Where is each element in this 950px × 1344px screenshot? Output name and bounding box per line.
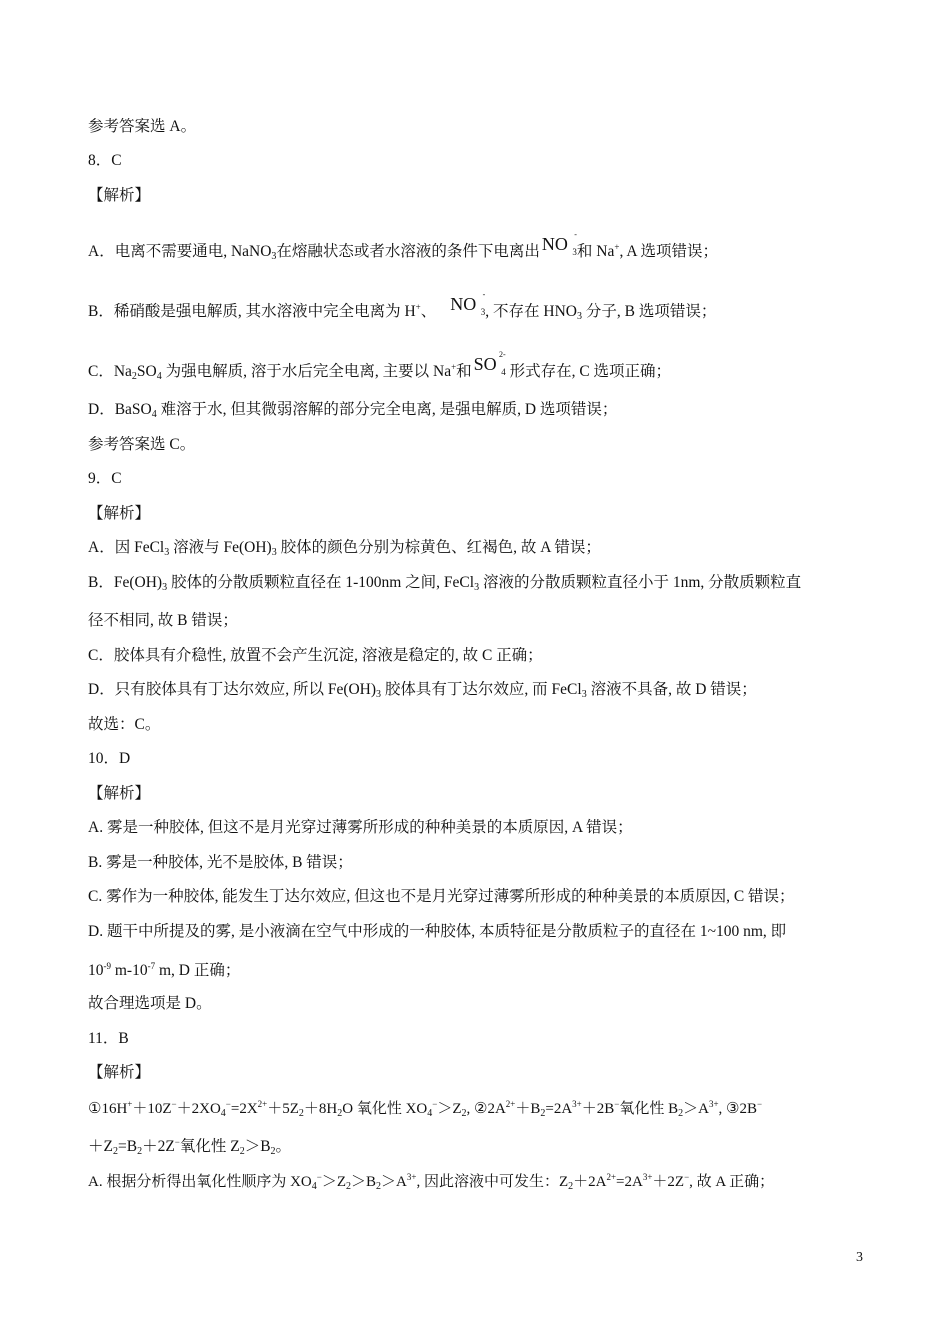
line-text: 故选：C。 (88, 716, 161, 733)
text-run: 。 (275, 1138, 292, 1155)
text-run: , 因此溶液中可发生：Z (416, 1174, 569, 1190)
text-run: B．Fe(OH) (88, 574, 163, 591)
text-line (88, 855, 353, 871)
text-run: ＞A (381, 1174, 407, 1190)
text-run: ＋2B (581, 1101, 615, 1117)
question-number (88, 471, 122, 487)
line-text: B. 雾是一种胶体, 光不是胶体, B 错误； (88, 854, 353, 871)
subscript: 2 (540, 1108, 546, 1119)
text-line (88, 613, 238, 629)
text-run: =B (117, 1138, 138, 1155)
line-text: 故合理选项是 D。 (88, 995, 212, 1012)
superscript: + (415, 302, 421, 312)
ion-charge: 2- (499, 350, 506, 359)
analysis-heading: 【解析】 (88, 505, 151, 522)
superscript: − (432, 1099, 438, 1109)
line-text: 参考答案选 A。 (88, 118, 197, 135)
superscript: 3+ (406, 1172, 417, 1182)
text-run: m-10 (111, 962, 148, 979)
text-run: ＞A (683, 1101, 709, 1117)
text-run: ＞Z (321, 1174, 346, 1190)
text-line (88, 962, 240, 979)
text-run: C．Na (88, 363, 132, 380)
line-text: 径不相同, 故 B 错误； (88, 612, 238, 629)
text-line (88, 540, 601, 558)
text-run: 氧化性 Z (179, 1138, 240, 1155)
text-run: ＞Z (437, 1101, 462, 1117)
section-heading (88, 506, 150, 522)
subscript: 4 (156, 371, 162, 382)
text-run: D．BaSO (88, 401, 152, 418)
text-run: ＋2Z (142, 1138, 175, 1155)
text-run: 10 (88, 962, 104, 979)
text-run: 和 (456, 363, 472, 380)
subscript: 4 (427, 1108, 433, 1119)
ion-formula (473, 350, 506, 377)
subscript: 2 (678, 1108, 684, 1119)
ion-subscript: 4 (501, 367, 506, 377)
text-line (88, 350, 672, 382)
reaction-equations-line (88, 1100, 762, 1119)
text-line (88, 996, 212, 1012)
text-line (88, 437, 195, 453)
subscript: 2 (137, 1146, 143, 1157)
text-run: 分子, B 选项错误； (581, 303, 717, 320)
text-line (88, 682, 757, 700)
superscript: − (171, 1099, 177, 1109)
text-run: 氧化性 B (619, 1101, 679, 1117)
text-run: 和 Na (576, 243, 615, 260)
superscript: − (684, 1172, 690, 1182)
text-run: ＋2XO (176, 1101, 221, 1117)
answer-label: 11．B (88, 1030, 129, 1047)
text-line (88, 889, 795, 905)
superscript: − (316, 1172, 322, 1182)
text-run: SO (136, 363, 157, 380)
text-run: =2A (545, 1101, 573, 1117)
subscript: 2 (239, 1146, 245, 1157)
superscript: 3+ (642, 1172, 653, 1182)
ion-formula (450, 290, 486, 317)
text-run: , ③2B (718, 1101, 757, 1117)
text-line (88, 648, 543, 664)
text-run: ＋8H (303, 1101, 338, 1117)
superscript: -9 (103, 961, 111, 971)
text-line (88, 820, 633, 836)
superscript: + (127, 1099, 133, 1109)
text-line (88, 402, 617, 420)
text-run: , 故 A 正确； (689, 1174, 775, 1190)
subscript: 2 (131, 371, 137, 382)
text-run: ＋B (515, 1101, 541, 1117)
text-line (88, 119, 196, 135)
line-text: A. 雾是一种胶体, 但这不是月光穿过薄雾所形成的种种美景的本质原因, A 错误； (88, 819, 633, 836)
superscript: 3+ (708, 1099, 719, 1109)
ion-charge: - (574, 230, 577, 239)
text-run: ＞B (351, 1174, 377, 1190)
text-run: 胶体具有丁达尔效应, 而 FeCl (381, 681, 582, 698)
text-run: O 氧化性 XO (342, 1101, 428, 1117)
superscript: − (225, 1099, 231, 1109)
ion-base: NO (541, 234, 568, 254)
subscript: 2 (270, 1146, 276, 1157)
text-run: 形式存在, C 选项正确； (505, 363, 672, 380)
ion-subscript: 3 (480, 307, 486, 317)
section-heading (88, 188, 150, 204)
ion-base: SO (473, 354, 497, 374)
subscript: 3 (164, 547, 170, 558)
text-run: 难溶于水, 但其微弱溶解的部分完全电离, 是强电解质, D 选项错误； (156, 401, 618, 418)
subscript: 4 (220, 1108, 226, 1119)
text-line (88, 575, 801, 593)
text-run: 胶体的颜色分别为棕黄色、红褐色, 故 A 错误； (276, 539, 601, 556)
text-run: A. 根据分析得出氧化性顺序为 XO (88, 1174, 312, 1190)
section-heading (88, 786, 150, 802)
subscript: 3 (474, 582, 480, 593)
subscript: 3 (271, 251, 277, 262)
subscript: 3 (581, 689, 587, 700)
subscript: 2 (376, 1181, 382, 1192)
text-run: A．因 FeCl (88, 539, 165, 556)
text-run: A．电离不需要通电, NaNO (88, 243, 272, 260)
ion-subscript: 3 (572, 247, 577, 257)
superscript: 2+ (505, 1099, 516, 1109)
text-run: ＋10Z (132, 1101, 172, 1117)
text-run: 溶液与 Fe(OH) (169, 539, 272, 556)
analysis-heading: 【解析】 (88, 1064, 151, 1081)
question-number (88, 153, 122, 169)
text-run: =2A (616, 1174, 643, 1190)
subscript: 2 (346, 1181, 351, 1192)
text-run: 胶体的分散质颗粒直径在 1-100nm 之间, FeCl (167, 574, 475, 591)
answer-label: 9．C (88, 470, 122, 487)
text-line (88, 717, 160, 733)
text-run: 溶液不具备, 故 D 错误； (586, 681, 757, 698)
subscript: 4 (311, 1181, 317, 1192)
line-text: 参考答案选 C。 (88, 436, 196, 453)
text-run: 为强电解质, 溶于水后完全电离, 主要以 Na (161, 363, 452, 380)
reaction-equations-line (88, 1138, 291, 1157)
text-run: 在熔融状态或者水溶液的条件下电离出 (276, 243, 540, 260)
subscript: 4 (151, 409, 157, 420)
answer-label: 8．C (88, 152, 122, 169)
text-line (88, 290, 717, 322)
analysis-heading: 【解析】 (88, 785, 151, 802)
subscript: 2 (298, 1108, 304, 1119)
line-text: C．胶体具有介稳性, 放置不会产生沉淀, 溶液是稳定的, 故 C 正确； (88, 647, 543, 664)
line-text: D. 题干中所提及的雾, 是小液滴在空气中形成的一种胶体, 本质特征是分散质粒子的直径在 1~100 nm, 即 (88, 923, 787, 940)
text-run: , 不存在 HNO (485, 303, 577, 320)
superscript: 2+ (257, 1099, 268, 1109)
subscript: 2 (568, 1181, 574, 1192)
superscript: − (614, 1099, 620, 1109)
section-heading (88, 1065, 150, 1081)
superscript: − (756, 1099, 763, 1109)
question-number (88, 751, 130, 767)
subscript: 3 (576, 311, 582, 322)
text-run: , A 选项错误； (619, 243, 719, 260)
text-run: ＋2Z (652, 1174, 685, 1190)
text-line (88, 924, 786, 940)
line-text: C. 雾作为一种胶体, 能发生丁达尔效应, 但这也不是月光穿过薄雾所形成的种种美景的本质原因, C 错误； (88, 888, 795, 905)
text-line (88, 230, 719, 262)
ion-base: NO (450, 294, 477, 314)
page-number: 3 (856, 1250, 863, 1265)
answer-label: 10．D (88, 750, 131, 767)
analysis-heading: 【解析】 (88, 187, 151, 204)
text-run: =2X (230, 1101, 258, 1117)
subscript: 2 (461, 1108, 467, 1119)
text-run: D．只有胶体具有丁达尔效应, 所以 Fe(OH) (88, 681, 377, 698)
text-run: ＋Z (88, 1138, 113, 1155)
superscript: 2+ (606, 1172, 617, 1182)
ion-charge: - (482, 290, 486, 299)
text-run: ＋2A (573, 1174, 607, 1190)
subscript: 2 (337, 1108, 343, 1119)
text-run: B．稀硝酸是强电解质, 其水溶液中完全电离为 H (88, 303, 416, 320)
subscript: 3 (162, 582, 168, 593)
superscript: − (174, 1137, 180, 1147)
text-run: m, D 正确； (155, 962, 241, 979)
text-line (88, 1173, 774, 1192)
superscript: 3+ (572, 1099, 582, 1109)
text-run: 、 (420, 303, 437, 320)
text-run: ①16H (88, 1101, 128, 1117)
subscript: 3 (376, 689, 382, 700)
subscript: 3 (271, 547, 277, 558)
text-run: , ②2A (466, 1101, 506, 1117)
text-run: ＋5Z (267, 1101, 299, 1117)
subscript: 2 (112, 1146, 118, 1157)
ion-formula (541, 230, 577, 257)
superscript: -7 (147, 961, 156, 971)
question-number (88, 1031, 129, 1047)
superscript: + (451, 362, 457, 372)
text-run: 溶液的分散质颗粒直径小于 1nm, 分散质颗粒直 (479, 574, 802, 591)
text-run: ＞B (244, 1138, 271, 1155)
superscript: + (614, 242, 620, 252)
